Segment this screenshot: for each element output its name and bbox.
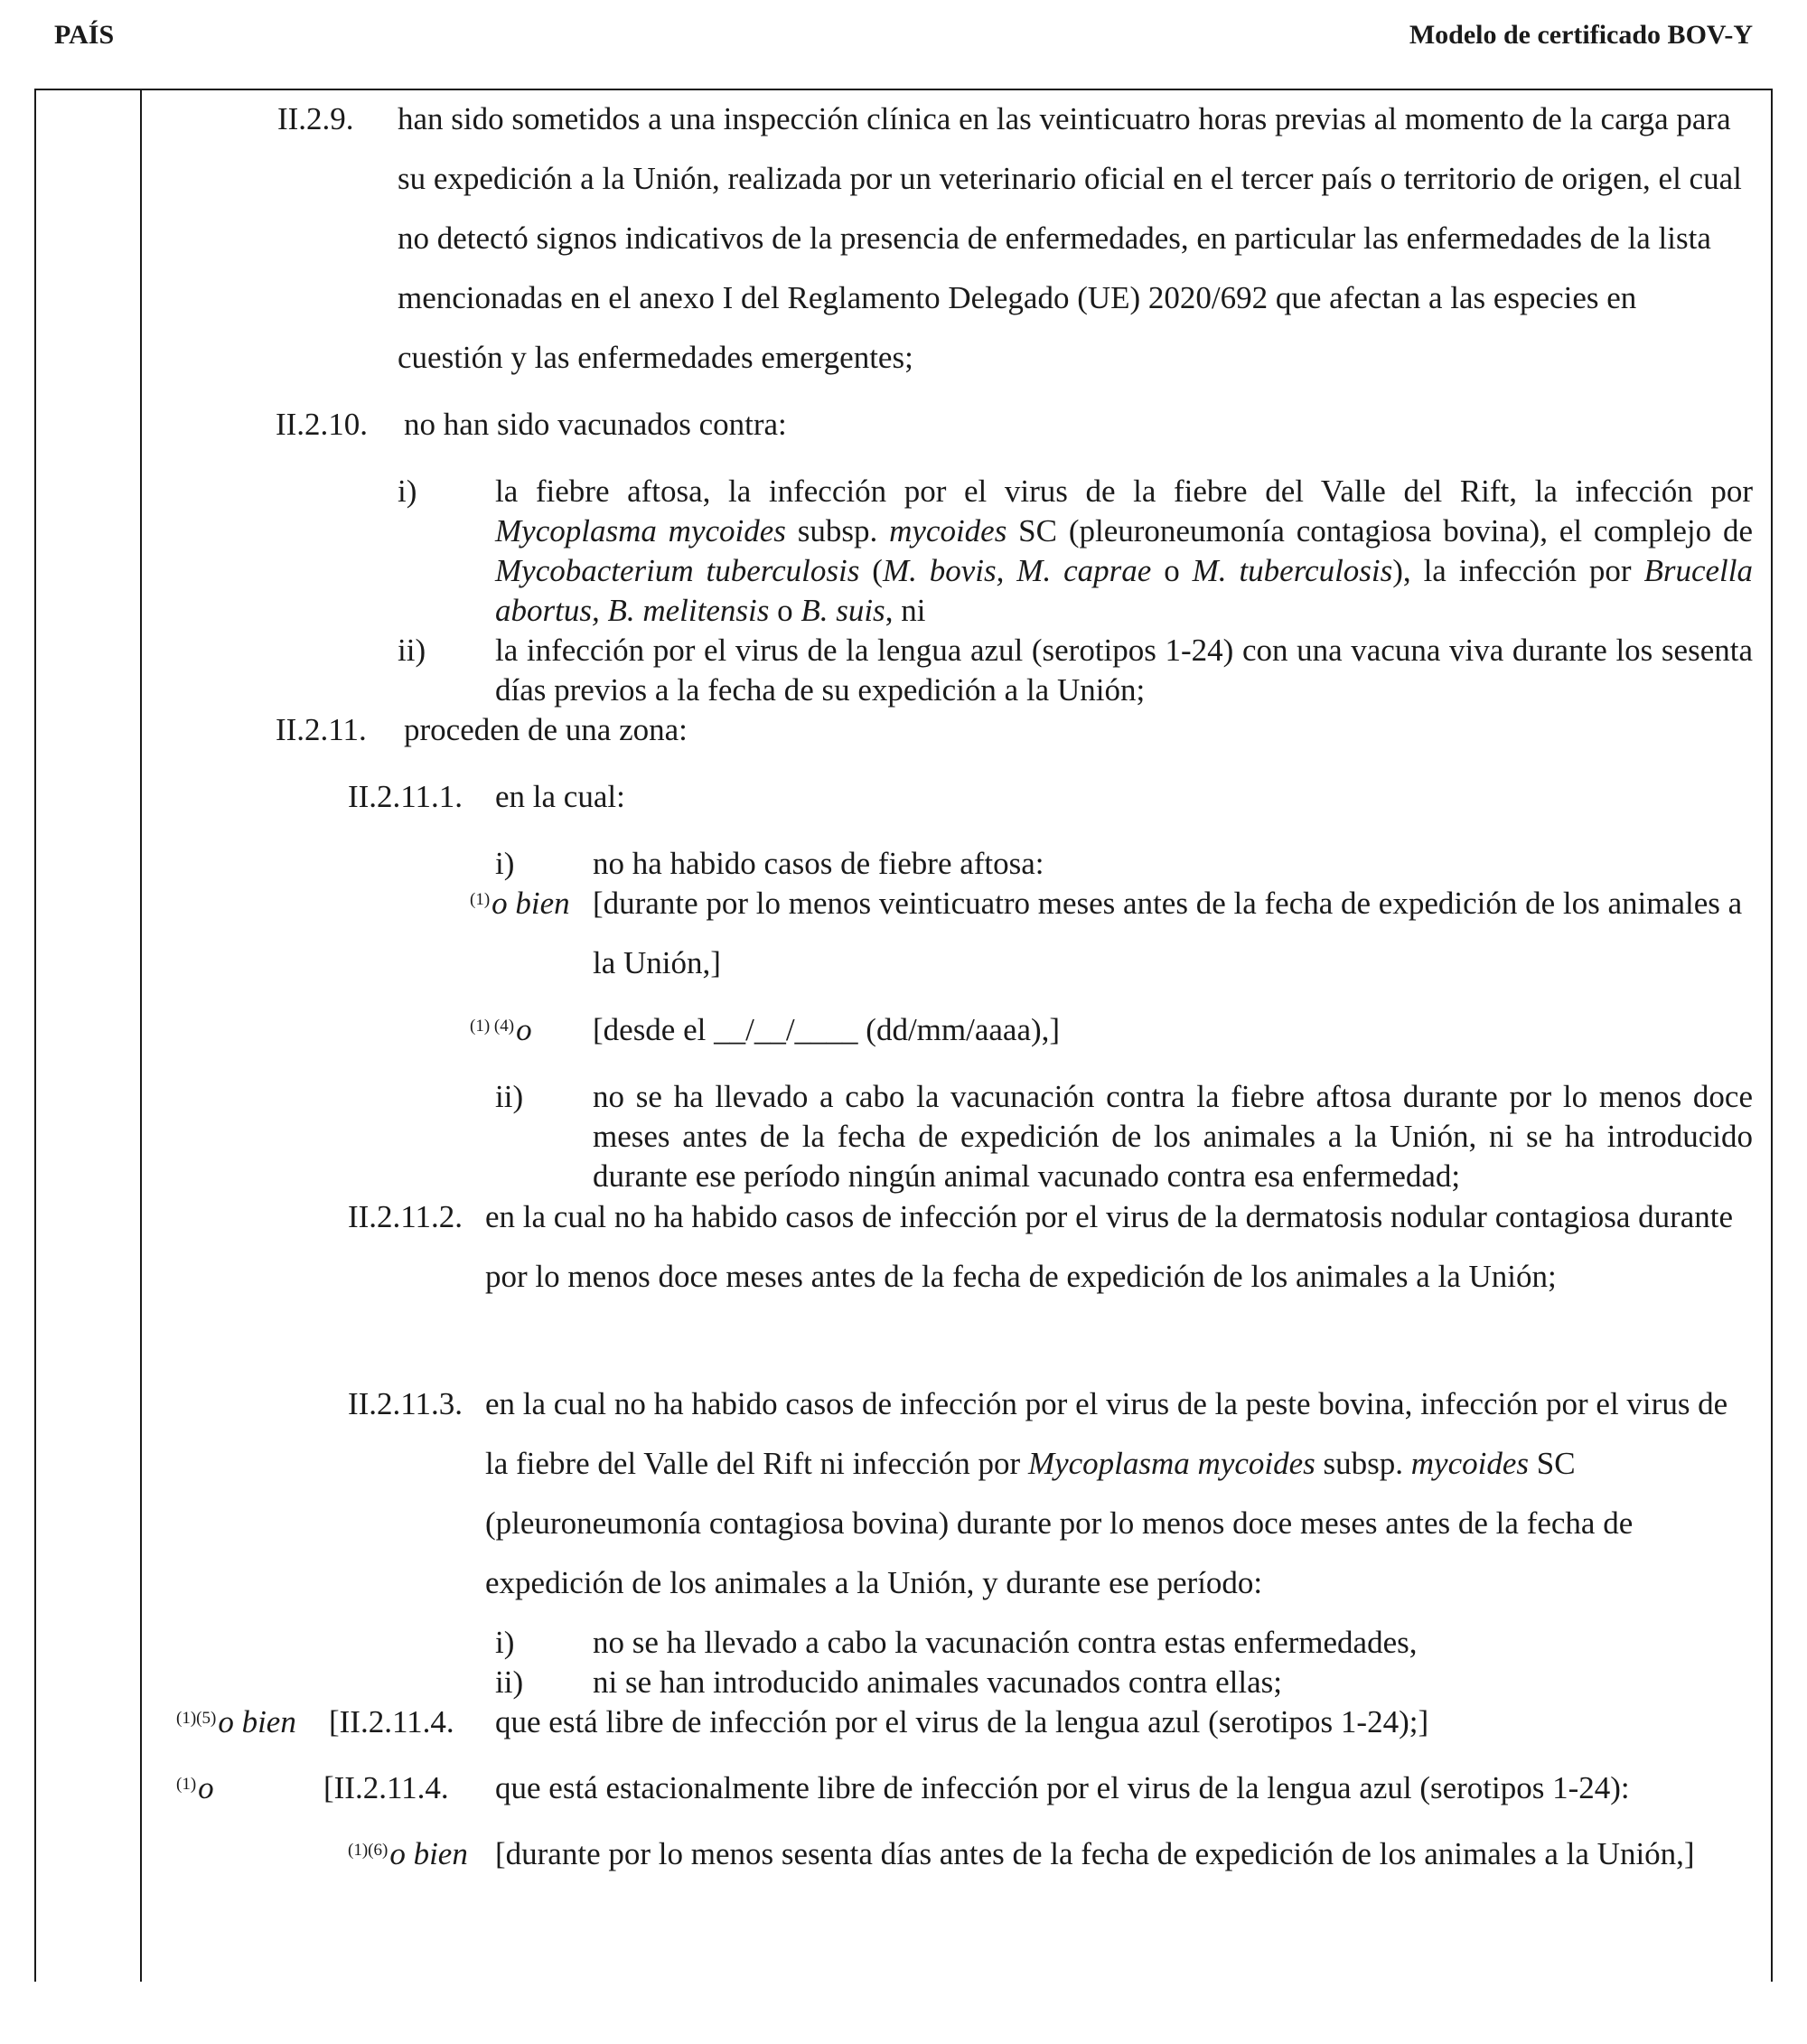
certificate-model-label: Modelo de certificado BOV-Y — [1409, 20, 1753, 50]
left-border — [34, 89, 36, 1982]
section-number-2-11-4-a: [II.2.11.4. — [329, 1704, 454, 1739]
item-number-2-11-1-i: i) — [495, 846, 515, 881]
item-text-2-11-3-ii: ni se han introducido animales vacunados contra ellas; — [593, 1664, 1282, 1700]
section-number-2-10: II.2.10. — [276, 407, 369, 442]
item-text-2-10-i: la fiebre aftosa, la infección por el virus de la fiebre del Valle del Rift, la infección por Mycoplasma mycoides subsp. mycoides SC (pleuroneumonía contagiosa bovina), el complejo de Mycobacterium tuberculosis (M. bovis, M. caprae o M. tuberculosis), la infección por Brucella abortus, B. melitensis o B. suis, ni — [495, 473, 1753, 628]
section-number-2-9: II.2.9. — [277, 101, 354, 136]
item-number-2-11-1-ii: ii) — [495, 1079, 524, 1114]
item-text-2-11-1-i: no ha habido casos de fiebre aftosa: — [593, 846, 1044, 881]
section-text-2-11-3: en la cual no ha habido casos de infección por el virus de la peste bovina, infección por el virus de la fiebre del Valle del Rift ni infección por Mycoplasma mycoides subsp. mycoides SC (pleuroneumonía contagiosa bovina) durante por lo menos doce meses antes de la fecha de expedición de los animales a la Unión, y durante ese período: — [485, 1386, 1728, 1600]
option-text-2-11-1-b: [desde el __/__/____ (dd/mm/aaaa),] — [593, 1012, 1061, 1047]
section-text-2-11-1: en la cual: — [495, 779, 625, 814]
option-label-2-11-1-a: $^{(1)}$o bien — [470, 886, 570, 921]
option-label-2-11-4-b: $^{(1)}$o — [176, 1770, 214, 1805]
section-text-2-11-2: en la cual no ha habido casos de infección por el virus de la dermatosis nodular contagiosa durante por lo menos doce meses antes de la fecha de expedición de los animales a la Unión; — [485, 1199, 1734, 1294]
item-number-2-11-3-ii: ii) — [495, 1664, 524, 1700]
section-number-2-11-1: II.2.11.1. — [348, 779, 463, 814]
footnote-ref: (1)(6) — [348, 1841, 389, 1860]
section-text-2-11: proceden de una zona: — [404, 712, 688, 747]
column-divider — [140, 89, 142, 1982]
option-label-2-11-4-a: $^{(1)(5)}$o bien — [176, 1704, 296, 1739]
section-text-2-11-4-b: que está estacionalmente libre de infección por el virus de la lengua azul (serotipos 1-24): — [495, 1770, 1630, 1805]
footnote-ref: (1) — [176, 1775, 197, 1794]
item-number-2-10-ii: ii) — [398, 633, 426, 668]
item-text-2-11-3-i: no se ha llevado a cabo la vacunación contra estas enfermedades, — [593, 1625, 1418, 1660]
option-label-2-11-4-b-sub: $^{(1)(6)}$o bien — [348, 1836, 468, 1871]
section-number-2-11-2: II.2.11.2. — [348, 1199, 463, 1234]
option-label-2-11-1-b: $^{(1) (4)}$o — [470, 1012, 532, 1047]
section-text-2-9: han sido sometidos a una inspección clínica en las veinticuatro horas previas al momento de la carga para su expedición a la Unión, realizada por un veterinario oficial en el tercer país o territorio de origen, el cual no detectó signos indicativos de la presencia de enfermedades, en particular las enfermedades de la lista mencionadas en el anexo I del Reglamento Delegado (UE) 2020/692 que afectan a las especies en cuestión y las enfermedades emergentes; — [398, 101, 1742, 375]
footnote-ref: (1)(5) — [176, 1709, 217, 1728]
footnote-ref: (1) (4) — [470, 1017, 515, 1036]
item-number-2-10-i: i) — [398, 473, 417, 509]
item-number-2-11-3-i: i) — [495, 1625, 515, 1660]
section-number-2-11: II.2.11. — [276, 712, 367, 747]
section-text-2-10: no han sido vacunados contra: — [404, 407, 787, 442]
item-text-2-10-ii: la infección por el virus de la lengua azul (serotipos 1-24) con una vacuna viva durante los sesenta días previos a la fecha de su expedición a la Unión; — [495, 633, 1753, 708]
section-text-2-11-4-a: que está libre de infección por el virus de la lengua azul (serotipos 1-24);] — [495, 1704, 1429, 1739]
section-number-2-11-3: II.2.11.3. — [348, 1386, 463, 1421]
section-number-2-11-4-b: [II.2.11.4. — [323, 1770, 449, 1805]
item-text-2-11-1-ii: no se ha llevado a cabo la vacunación contra la fiebre aftosa durante por lo menos doce meses antes de la fecha de expedición de los animales a la Unión, ni se ha introducido durante ese período ningún animal vacunado contra esa enfermedad; — [593, 1079, 1753, 1194]
option-text-2-11-1-a: [durante por lo menos veinticuatro meses antes de la fecha de expedición de los animales a la Unión,] — [593, 886, 1743, 980]
right-border — [1771, 89, 1773, 1982]
country-label: PAÍS — [54, 20, 115, 50]
option-text-2-11-4-b-sub: [durante por lo menos sesenta días antes de la fecha de expedición de los animales a la Unión,] — [495, 1836, 1695, 1871]
footnote-ref: (1) — [470, 890, 491, 909]
